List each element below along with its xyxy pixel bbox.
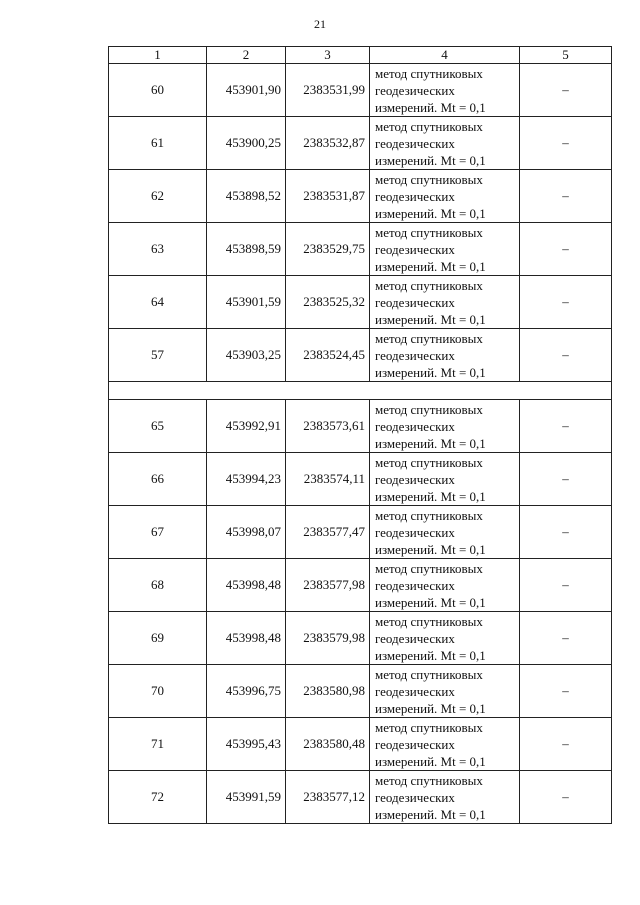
method-line: метод спутниковых (375, 772, 483, 788)
column-5-cell: – (520, 400, 612, 453)
method-line: метод спутниковых (375, 224, 483, 240)
column-5-cell: – (520, 612, 612, 665)
method-line: измерений. Mt = 0,1 (375, 152, 486, 168)
y-coordinate-cell: 2383529,75 (286, 223, 370, 276)
method-line: геодезических (375, 736, 455, 752)
table-row (109, 559, 612, 612)
method-cell (370, 771, 520, 824)
method-cell (370, 117, 520, 170)
column-5-cell: – (520, 64, 612, 117)
method-line: метод спутниковых (375, 560, 483, 576)
method-line: измерений. Mt = 0,1 (375, 647, 486, 663)
column-header-1: 1 (109, 47, 207, 64)
method-line: геодезических (375, 789, 455, 805)
x-coordinate-cell: 453996,75 (207, 665, 286, 718)
x-coordinate-cell: 453995,43 (207, 718, 286, 771)
method-cell (370, 400, 520, 453)
column-header-2: 2 (207, 47, 286, 64)
table-row (109, 612, 612, 665)
table-row (109, 329, 612, 382)
table-row (109, 223, 612, 276)
column-5-cell: – (520, 506, 612, 559)
table-row (109, 276, 612, 329)
method-cell (370, 329, 520, 382)
column-5-cell: – (520, 170, 612, 223)
table-row (109, 453, 612, 506)
method-line: измерений. Mt = 0,1 (375, 364, 486, 380)
method-line: геодезических (375, 347, 455, 363)
y-coordinate-cell: 2383524,45 (286, 329, 370, 382)
method-cell (370, 612, 520, 665)
y-coordinate-cell: 2383573,61 (286, 400, 370, 453)
method-line: измерений. Mt = 0,1 (375, 205, 486, 221)
point-number-cell: 60 (109, 64, 207, 117)
method-line: измерений. Mt = 0,1 (375, 541, 486, 557)
table-row (109, 771, 612, 824)
y-coordinate-cell: 2383577,98 (286, 559, 370, 612)
y-coordinate-cell: 2383579,98 (286, 612, 370, 665)
method-line: метод спутниковых (375, 118, 483, 134)
method-line: геодезических (375, 524, 455, 540)
method-line: измерений. Mt = 0,1 (375, 435, 486, 451)
method-line: измерений. Mt = 0,1 (375, 488, 486, 504)
table-row (109, 400, 612, 453)
point-number-cell: 57 (109, 329, 207, 382)
method-line: геодезических (375, 294, 455, 310)
x-coordinate-cell: 453998,07 (207, 506, 286, 559)
method-line: геодезических (375, 683, 455, 699)
table-body (109, 64, 612, 824)
method-line: метод спутниковых (375, 454, 483, 470)
separator-cell (109, 382, 612, 400)
method-line: измерений. Mt = 0,1 (375, 700, 486, 716)
column-5-cell: – (520, 276, 612, 329)
point-number-cell: 71 (109, 718, 207, 771)
method-line: метод спутниковых (375, 719, 483, 735)
y-coordinate-cell: 2383577,12 (286, 771, 370, 824)
column-5-cell: – (520, 771, 612, 824)
method-cell (370, 170, 520, 223)
table-row (109, 506, 612, 559)
x-coordinate-cell: 453898,52 (207, 170, 286, 223)
method-line: геодезических (375, 188, 455, 204)
coordinates-table (108, 46, 612, 824)
x-coordinate-cell: 453900,25 (207, 117, 286, 170)
separator-row (109, 382, 612, 400)
x-coordinate-cell: 453994,23 (207, 453, 286, 506)
y-coordinate-cell: 2383577,47 (286, 506, 370, 559)
method-cell (370, 506, 520, 559)
table-row (109, 665, 612, 718)
y-coordinate-cell: 2383531,87 (286, 170, 370, 223)
point-number-cell: 61 (109, 117, 207, 170)
method-cell (370, 223, 520, 276)
method-line: измерений. Mt = 0,1 (375, 99, 486, 115)
method-cell (370, 559, 520, 612)
x-coordinate-cell: 453901,90 (207, 64, 286, 117)
method-line: геодезических (375, 471, 455, 487)
method-line: измерений. Mt = 0,1 (375, 753, 486, 769)
point-number-cell: 62 (109, 170, 207, 223)
method-line: геодезических (375, 577, 455, 593)
table-header-row (109, 47, 612, 64)
x-coordinate-cell: 453998,48 (207, 559, 286, 612)
column-5-cell: – (520, 223, 612, 276)
point-number-cell: 67 (109, 506, 207, 559)
x-coordinate-cell: 453898,59 (207, 223, 286, 276)
point-number-cell: 68 (109, 559, 207, 612)
point-number-cell: 72 (109, 771, 207, 824)
column-header-4: 4 (370, 47, 520, 64)
method-cell (370, 276, 520, 329)
method-line: метод спутниковых (375, 171, 483, 187)
method-line: измерений. Mt = 0,1 (375, 806, 486, 822)
method-line: измерений. Mt = 0,1 (375, 311, 486, 327)
x-coordinate-cell: 453901,59 (207, 276, 286, 329)
method-cell (370, 64, 520, 117)
method-line: геодезических (375, 241, 455, 257)
method-line: измерений. Mt = 0,1 (375, 594, 486, 610)
y-coordinate-cell: 2383531,99 (286, 64, 370, 117)
x-coordinate-cell: 453998,48 (207, 612, 286, 665)
table-row (109, 170, 612, 223)
method-line: метод спутниковых (375, 507, 483, 523)
column-5-cell: – (520, 718, 612, 771)
method-cell (370, 453, 520, 506)
method-line: геодезических (375, 418, 455, 434)
point-number-cell: 66 (109, 453, 207, 506)
x-coordinate-cell: 453991,59 (207, 771, 286, 824)
method-line: метод спутниковых (375, 330, 483, 346)
x-coordinate-cell: 453903,25 (207, 329, 286, 382)
column-5-cell: – (520, 559, 612, 612)
table-row (109, 64, 612, 117)
y-coordinate-cell: 2383532,87 (286, 117, 370, 170)
column-header-5: 5 (520, 47, 612, 64)
method-line: метод спутниковых (375, 401, 483, 417)
method-line: метод спутниковых (375, 65, 483, 81)
column-5-cell: – (520, 453, 612, 506)
method-line: метод спутниковых (375, 277, 483, 293)
table-row (109, 117, 612, 170)
column-5-cell: – (520, 329, 612, 382)
point-number-cell: 64 (109, 276, 207, 329)
y-coordinate-cell: 2383580,98 (286, 665, 370, 718)
point-number-cell: 70 (109, 665, 207, 718)
y-coordinate-cell: 2383580,48 (286, 718, 370, 771)
page-number: 21 (314, 17, 326, 31)
table-row (109, 718, 612, 771)
column-header-3: 3 (286, 47, 370, 64)
method-line: геодезических (375, 82, 455, 98)
point-number-cell: 69 (109, 612, 207, 665)
method-line: метод спутниковых (375, 666, 483, 682)
column-5-cell: – (520, 117, 612, 170)
y-coordinate-cell: 2383525,32 (286, 276, 370, 329)
method-line: метод спутниковых (375, 613, 483, 629)
method-cell (370, 665, 520, 718)
method-line: геодезических (375, 630, 455, 646)
column-5-cell: – (520, 665, 612, 718)
point-number-cell: 63 (109, 223, 207, 276)
method-line: измерений. Mt = 0,1 (375, 258, 486, 274)
method-line: геодезических (375, 135, 455, 151)
y-coordinate-cell: 2383574,11 (286, 453, 370, 506)
point-number-cell: 65 (109, 400, 207, 453)
method-cell (370, 718, 520, 771)
x-coordinate-cell: 453992,91 (207, 400, 286, 453)
